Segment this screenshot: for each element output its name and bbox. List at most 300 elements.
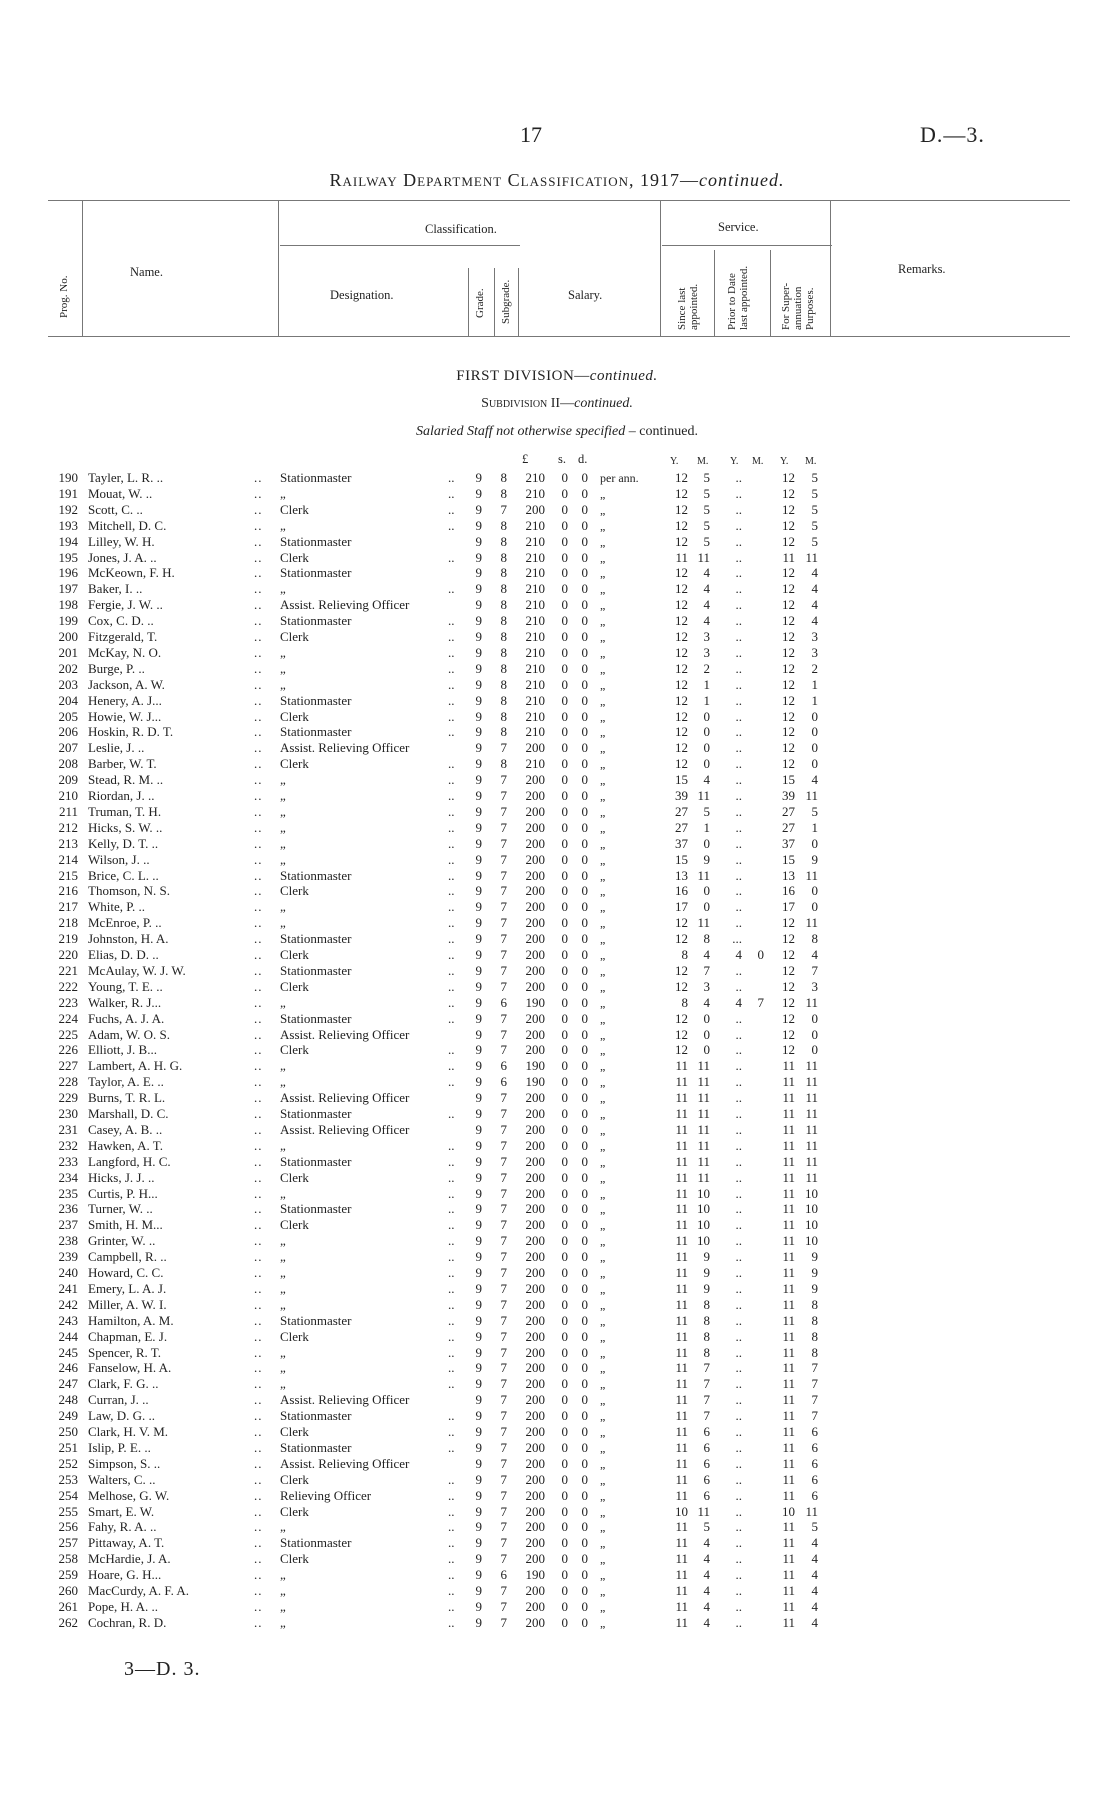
cell-since-months: 1 (703, 676, 710, 692)
cell-salary-period: „ (600, 1520, 606, 1535)
table-row (0, 1106, 1114, 1122)
cell-designation: „ (280, 835, 286, 851)
cell-prog-no: 249 (58, 1408, 78, 1424)
cell-prior-years: .. (735, 1328, 742, 1344)
cell-salary-pounds: 190 (525, 1567, 545, 1583)
division-title: FIRST DIVISION— (456, 368, 590, 384)
cell-super-months: 6 (811, 1487, 818, 1503)
cell-salary-period: „ (600, 1599, 606, 1614)
cell-leader: .. (254, 1296, 263, 1312)
cell-prior-years: 4 (735, 947, 742, 962)
cell-designation-dots: .. (448, 1106, 455, 1121)
cell-designation-dots: .. (448, 708, 455, 724)
cell-designation-dots: .. (448, 947, 455, 962)
cell-salary-shillings: 0 (561, 803, 568, 819)
cell-designation-dots: .. (448, 1217, 455, 1233)
cell-prog-no: 238 (58, 1233, 78, 1249)
cell-designation: Clerk (280, 501, 309, 517)
cell-salary-shillings: 0 (561, 1551, 568, 1567)
cell-super-months: 11 (805, 1153, 818, 1169)
cell-designation-dots: .. (448, 629, 455, 644)
table-row (0, 1058, 1114, 1074)
cell-leader: .. (254, 565, 263, 581)
cell-super-months: 4 (811, 1598, 818, 1614)
cell-grade: 9 (475, 867, 482, 883)
cell-leader: .. (254, 1106, 263, 1121)
cell-designation: Clerk (280, 1471, 309, 1487)
cell-salary-period: „ (600, 979, 606, 994)
cell-super-years: 11 (782, 1106, 795, 1121)
cell-name: Young, T. E. .. (88, 978, 163, 994)
cell-designation-dots: .. (448, 644, 455, 660)
cell-super-years: 15 (782, 772, 795, 788)
table-row (0, 1599, 1114, 1615)
cell-super-months: 8 (811, 1328, 818, 1344)
cell-salary-pence: 0 (581, 1471, 588, 1487)
cell-since-months: 0 (703, 1026, 710, 1042)
cell-since-years: 12 (675, 660, 688, 676)
cell-prior-years: .. (735, 1010, 742, 1026)
cell-prog-no: 246 (58, 1360, 78, 1376)
cell-name: Tayler, L. R. .. (88, 470, 164, 485)
table-row (0, 1122, 1114, 1138)
cell-prior-years: .. (735, 1026, 742, 1042)
cell-since-years: 11 (675, 1185, 688, 1201)
cell-salary-pounds: 200 (525, 1328, 545, 1344)
cell-designation-dots: .. (448, 581, 455, 597)
cell-grade: 9 (475, 1265, 482, 1280)
cell-since-months: 0 (703, 883, 710, 899)
cell-name: Fitzgerald, T. (88, 629, 158, 644)
table-row (0, 756, 1114, 772)
cell-subgrade: 7 (500, 740, 507, 756)
cell-since-years: 11 (675, 1551, 688, 1567)
cell-subgrade: 7 (500, 1583, 507, 1598)
cell-salary-shillings: 0 (561, 1424, 568, 1439)
cell-super-years: 11 (782, 1201, 795, 1217)
cell-salary-pounds: 210 (525, 644, 545, 660)
cell-salary-pounds: 200 (525, 1360, 545, 1376)
cell-prior-years: .. (735, 1121, 742, 1137)
cell-since-years: 11 (675, 1535, 688, 1551)
cell-since-months: 4 (703, 1551, 710, 1567)
cell-salary-shillings: 0 (561, 1280, 568, 1296)
cell-name: Jones, J. A. .. (88, 549, 157, 565)
cell-salary-shillings: 0 (561, 660, 568, 676)
cell-prog-no: 216 (58, 883, 78, 899)
cell-salary-shillings: 0 (561, 772, 568, 788)
table-row (0, 836, 1114, 852)
cell-prog-no: 242 (58, 1296, 78, 1312)
cell-salary-period: „ (600, 757, 606, 772)
cell-grade: 9 (475, 1439, 482, 1455)
cell-name: Campbell, R. .. (88, 1249, 167, 1265)
cell-subgrade: 7 (500, 1121, 507, 1137)
cell-super-years: 11 (782, 1217, 795, 1233)
cell-designation: Clerk (280, 549, 309, 565)
cell-since-months: 10 (697, 1217, 710, 1233)
table-row (0, 1583, 1114, 1599)
cell-prog-no: 191 (58, 485, 78, 501)
cell-subgrade: 7 (500, 883, 507, 899)
cell-prog-no: 247 (58, 1376, 78, 1392)
cell-salary-period: „ (600, 1297, 606, 1312)
cell-designation-dots: .. (448, 1344, 455, 1360)
cell-subgrade: 7 (500, 1265, 507, 1280)
cell-subgrade: 8 (500, 533, 507, 549)
cell-grade: 9 (475, 533, 482, 549)
cell-salary-pounds: 210 (525, 533, 545, 549)
cell-super-months: 11 (805, 1090, 818, 1106)
cell-super-months: 1 (811, 819, 818, 835)
cell-prior-years: .. (735, 1535, 742, 1551)
cell-subgrade: 7 (500, 1328, 507, 1344)
cell-since-years: 12 (675, 692, 688, 708)
cell-prior-years: .. (735, 788, 742, 803)
cell-leader: .. (254, 501, 263, 517)
cell-since-months: 0 (703, 1010, 710, 1026)
cell-designation: „ (280, 581, 286, 597)
cell-super-months: 8 (811, 1344, 818, 1360)
cell-designation: Clerk (280, 1551, 309, 1567)
cell-since-months: 7 (703, 962, 710, 978)
cell-prior-years: .. (735, 1153, 742, 1169)
cell-super-years: 11 (782, 1344, 795, 1360)
cell-prog-no: 236 (58, 1201, 78, 1217)
cell-since-years: 11 (675, 1439, 688, 1455)
cell-salary-shillings: 0 (561, 1169, 568, 1185)
cell-since-months: 11 (697, 1090, 710, 1106)
cell-salary-pence: 0 (581, 819, 588, 835)
cell-since-months: 11 (697, 1106, 710, 1121)
cell-designation: Assist. Relieving Officer (280, 597, 410, 613)
table-row (0, 1376, 1114, 1392)
division-continued: continued. (589, 368, 658, 384)
table-row (0, 518, 1114, 534)
cell-designation-dots: .. (448, 851, 455, 867)
cell-designation: Stationmaster (280, 613, 352, 629)
cell-designation-dots: .. (448, 1074, 455, 1090)
cell-since-months: 5 (703, 517, 710, 533)
cell-salary-pounds: 200 (525, 1408, 545, 1424)
unit-since-years: Y. (670, 456, 679, 467)
cell-designation-dots: .. (448, 549, 455, 565)
cell-designation-dots: .. (448, 1487, 455, 1503)
table-row (0, 1360, 1114, 1376)
cell-leader: .. (254, 549, 263, 565)
cell-salary-pounds: 200 (525, 1439, 545, 1455)
cell-leader: .. (254, 1598, 263, 1614)
cell-name: Melhose, G. W. (88, 1487, 170, 1503)
table-row (0, 1154, 1114, 1170)
cell-super-months: 0 (811, 899, 818, 915)
cell-since-years: 11 (675, 1598, 688, 1614)
cell-leader: .. (254, 788, 263, 803)
cell-super-years: 11 (782, 1058, 795, 1074)
cell-since-years: 12 (675, 1042, 688, 1058)
cell-designation-dots: .. (448, 485, 455, 501)
cell-grade: 9 (475, 549, 482, 565)
cell-since-months: 4 (703, 1598, 710, 1614)
cell-super-years: 12 (782, 978, 795, 994)
cell-subgrade: 7 (500, 1090, 507, 1106)
cell-name: Curran, J. .. (88, 1392, 149, 1408)
cell-salary-shillings: 0 (561, 1312, 568, 1328)
cell-since-months: 10 (697, 1185, 710, 1201)
table-row (0, 613, 1114, 629)
cell-leader: .. (254, 899, 263, 915)
cell-grade: 9 (475, 644, 482, 660)
cell-designation: „ (280, 1598, 286, 1614)
cell-prior-years: .. (735, 1519, 742, 1535)
cell-designation-dots: .. (448, 1169, 455, 1185)
cell-leader: .. (254, 724, 263, 740)
cell-grade: 9 (475, 1074, 482, 1090)
cell-salary-shillings: 0 (561, 851, 568, 867)
table-row (0, 931, 1114, 947)
cell-salary-shillings: 0 (561, 470, 568, 485)
cell-since-months: 4 (703, 1583, 710, 1598)
cell-prior-years: .. (735, 1424, 742, 1439)
cell-salary-pounds: 200 (525, 819, 545, 835)
cell-super-months: 4 (811, 1551, 818, 1567)
cell-name: Smart, E. W. (88, 1503, 155, 1519)
cell-salary-pounds: 200 (525, 931, 545, 947)
cell-salary-pounds: 200 (525, 1344, 545, 1360)
table-row (0, 1090, 1114, 1106)
cell-prog-no: 260 (58, 1583, 78, 1598)
cell-leader: .. (254, 1042, 263, 1058)
cell-prior-years: .. (735, 724, 742, 740)
cell-leader: .. (254, 613, 263, 629)
cell-subgrade: 8 (500, 581, 507, 597)
cell-salary-period: „ (600, 550, 606, 565)
cell-since-years: 12 (675, 1026, 688, 1042)
cell-prog-no: 206 (58, 724, 78, 740)
table-row (0, 534, 1114, 550)
cell-salary-period: „ (600, 645, 606, 660)
table-row (0, 661, 1114, 677)
cell-salary-pence: 0 (581, 1614, 588, 1630)
cell-super-months: 1 (811, 692, 818, 708)
cell-super-years: 11 (782, 1439, 795, 1455)
cell-designation: „ (280, 1376, 286, 1392)
cell-grade: 9 (475, 994, 482, 1010)
cell-since-years: 11 (675, 1106, 688, 1121)
cell-designation: Assist. Relieving Officer (280, 740, 410, 756)
cell-designation-dots: .. (448, 1280, 455, 1296)
cell-leader: .. (254, 803, 263, 819)
cell-salary-period: „ (600, 1043, 606, 1058)
table-row (0, 1488, 1114, 1504)
cell-salary-shillings: 0 (561, 1217, 568, 1233)
cell-salary-period: „ (600, 1552, 606, 1567)
cell-subgrade: 7 (500, 1026, 507, 1042)
cell-leader: .. (254, 1201, 263, 1217)
cell-super-months: 5 (811, 517, 818, 533)
cell-salary-pounds: 210 (525, 485, 545, 501)
cell-grade: 9 (475, 1249, 482, 1265)
cell-subgrade: 8 (500, 676, 507, 692)
cell-designation: Clerk (280, 947, 309, 962)
table-row (0, 1201, 1114, 1217)
cell-subgrade: 7 (500, 1280, 507, 1296)
cell-salary-pence: 0 (581, 533, 588, 549)
cell-subgrade: 7 (500, 899, 507, 915)
cell-super-years: 12 (782, 994, 795, 1010)
cell-leader: .. (254, 772, 263, 788)
cell-super-months: 9 (811, 1249, 818, 1265)
cell-designation: Stationmaster (280, 1408, 352, 1424)
cell-designation: Clerk (280, 629, 309, 644)
cell-salary-pence: 0 (581, 1058, 588, 1074)
cell-super-months: 11 (805, 915, 818, 931)
cell-salary-shillings: 0 (561, 485, 568, 501)
cell-subgrade: 6 (500, 994, 507, 1010)
cell-salary-period: „ (600, 1059, 606, 1074)
cell-salary-shillings: 0 (561, 1519, 568, 1535)
cell-salary-pence: 0 (581, 1201, 588, 1217)
cell-since-months: 9 (703, 1249, 710, 1265)
cell-grade: 9 (475, 470, 482, 485)
cell-since-months: 4 (703, 1535, 710, 1551)
cell-designation: „ (280, 1249, 286, 1265)
cell-subgrade: 8 (500, 597, 507, 613)
cell-super-years: 11 (782, 1312, 795, 1328)
cell-super-months: 5 (811, 470, 818, 485)
cell-name: Riordan, J. .. (88, 788, 155, 803)
cell-prior-years: .. (735, 1201, 742, 1217)
cell-super-years: 11 (782, 1169, 795, 1185)
cell-leader: .. (254, 1439, 263, 1455)
cell-salary-period: „ (600, 1361, 606, 1376)
cell-prior-years: .. (735, 1487, 742, 1503)
cell-designation-dots: .. (448, 994, 455, 1010)
cell-since-years: 12 (675, 470, 688, 485)
cell-super-years: 12 (782, 629, 795, 644)
cell-designation-dots: .. (448, 788, 455, 803)
col-subgrade: Subgrade. (500, 279, 512, 324)
cell-salary-pence: 0 (581, 947, 588, 962)
cell-salary-pence: 0 (581, 1233, 588, 1249)
cell-prog-no: 203 (58, 676, 78, 692)
document-reference: D.—3. (920, 122, 985, 147)
cell-salary-pence: 0 (581, 1217, 588, 1233)
cell-super-years: 11 (782, 1360, 795, 1376)
cell-since-months: 6 (703, 1424, 710, 1439)
cell-since-years: 11 (675, 1328, 688, 1344)
cell-designation: Stationmaster (280, 1439, 352, 1455)
cell-grade: 9 (475, 1201, 482, 1217)
cell-salary-shillings: 0 (561, 1026, 568, 1042)
cell-leader: .. (254, 708, 263, 724)
cell-designation-dots: .. (448, 883, 455, 899)
cell-grade: 9 (475, 1169, 482, 1185)
cell-designation: „ (280, 1074, 286, 1090)
cell-salary-shillings: 0 (561, 517, 568, 533)
cell-grade: 9 (475, 1614, 482, 1630)
cell-salary-period: „ (600, 1281, 606, 1296)
cell-subgrade: 8 (500, 613, 507, 629)
cell-salary-period: „ (600, 1329, 606, 1344)
cell-salary-pounds: 200 (525, 803, 545, 819)
cell-prior-years: .. (735, 1090, 742, 1106)
cell-prior-years: .. (735, 1583, 742, 1598)
cell-leader: .. (254, 978, 263, 994)
cell-salary-pence: 0 (581, 835, 588, 851)
cell-leader: .. (254, 1169, 263, 1185)
cell-designation: „ (280, 788, 286, 803)
cell-subgrade: 7 (500, 1598, 507, 1614)
cell-super-months: 11 (805, 549, 818, 565)
cell-salary-period: „ (600, 502, 606, 517)
cell-subgrade: 8 (500, 708, 507, 724)
cell-since-months: 0 (703, 724, 710, 740)
staff-title: Salaried Staff not otherwise specified (416, 424, 626, 439)
cell-salary-period: „ (600, 1011, 606, 1026)
cell-name: Clark, H. V. M. (88, 1424, 169, 1439)
cell-grade: 9 (475, 915, 482, 931)
cell-prior-years: .. (735, 915, 742, 931)
cell-salary-period: „ (600, 836, 606, 851)
cell-salary-pounds: 200 (525, 501, 545, 517)
cell-prog-no: 198 (58, 597, 78, 613)
cell-since-years: 12 (675, 485, 688, 501)
cell-leader: .. (254, 1535, 263, 1551)
cell-prior-years: .. (735, 1376, 742, 1392)
cell-salary-pence: 0 (581, 1010, 588, 1026)
cell-salary-pounds: 200 (525, 867, 545, 883)
cell-super-months: 4 (811, 1583, 818, 1598)
cell-leader: .. (254, 1137, 263, 1153)
table-row (0, 1186, 1114, 1202)
cell-super-months: 10 (805, 1233, 818, 1249)
cell-leader: .. (254, 1074, 263, 1090)
cell-prog-no: 259 (58, 1567, 78, 1583)
cell-super-years: 12 (782, 501, 795, 517)
cell-leader: .. (254, 485, 263, 501)
cell-designation: Clerk (280, 1042, 309, 1058)
cell-name: Baker, I. .. (88, 581, 143, 597)
cell-super-months: 5 (811, 803, 818, 819)
cell-salary-pounds: 200 (525, 1519, 545, 1535)
cell-salary-shillings: 0 (561, 533, 568, 549)
cell-salary-pounds: 200 (525, 1487, 545, 1503)
cell-grade: 9 (475, 962, 482, 978)
cell-since-years: 12 (675, 517, 688, 533)
cell-salary-pounds: 210 (525, 597, 545, 613)
cell-subgrade: 7 (500, 1312, 507, 1328)
cell-grade: 9 (475, 835, 482, 851)
cell-name: Scott, C. .. (88, 501, 143, 517)
cell-super-months: 11 (805, 1106, 818, 1121)
cell-super-years: 12 (782, 1026, 795, 1042)
cell-salary-pounds: 200 (525, 1042, 545, 1058)
cell-designation-dots: .. (448, 517, 455, 533)
cell-prog-no: 195 (58, 549, 78, 565)
cell-salary-pounds: 200 (525, 1201, 545, 1217)
table-row (0, 677, 1114, 693)
cell-salary-period: „ (600, 1409, 606, 1424)
cell-salary-period: „ (600, 1377, 606, 1392)
cell-prog-no: 196 (58, 565, 78, 581)
cell-salary-pence: 0 (581, 1424, 588, 1439)
cell-super-years: 11 (782, 1121, 795, 1137)
cell-designation-dots: .. (448, 819, 455, 835)
cell-leader: .. (254, 962, 263, 978)
cell-salary-pence: 0 (581, 1519, 588, 1535)
cell-prog-no: 231 (58, 1121, 78, 1137)
